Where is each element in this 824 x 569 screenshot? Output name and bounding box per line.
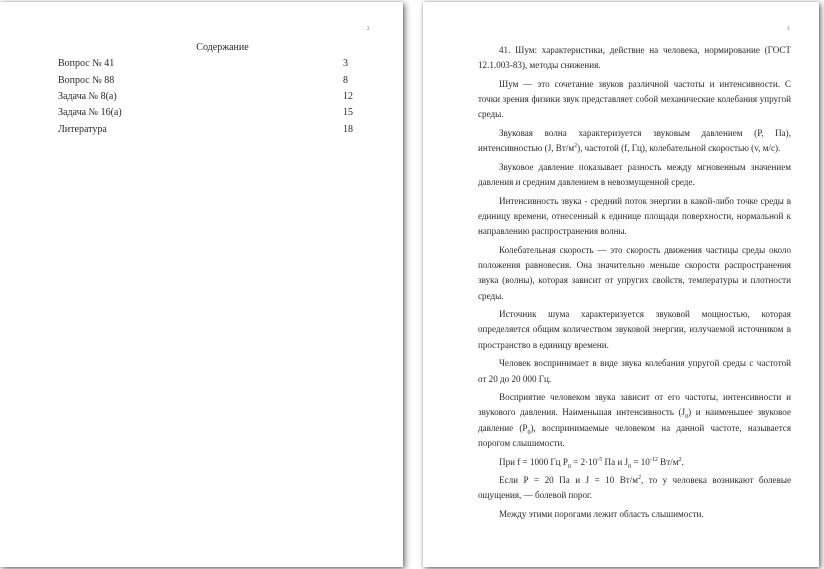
toc-entry-page: 18 <box>343 124 353 135</box>
toc-entry-label: Литература <box>58 124 107 135</box>
right-page <box>423 2 819 567</box>
toc-title: Содержание <box>196 42 249 53</box>
paragraph: Источник шума характеризуется звуковой мощностью, которая определяется общим количеством звуковой энергии, излучаемой источником в пространство в единицу времени. <box>478 309 791 350</box>
toc-entry-page: 8 <box>343 75 348 86</box>
toc-entry-label: Задача № 16(а) <box>58 107 122 118</box>
paragraph: Звуковая волна характеризуется звуковым давлением (Р, Па), интенсивностью (J, $Вт/м^2$), частотой (f, Гц), колебательной скоростью (v, м/с). <box>478 128 791 154</box>
formula-line: При f = 1000 Гц $P_0 = 2\cdot 10^{-5}$ Па и $J_0 = 10^{-12}$ $Вт/м^2$. <box>499 456 684 470</box>
page-number: 3 <box>787 27 790 32</box>
toc-entry-label: Вопрос № 41 <box>58 58 115 69</box>
paragraph: Звуковое давление показывает разность между мгновенным значением давления и средним давлением в невозмущенной среде. <box>478 161 791 188</box>
toc-entry-label: Задача № 8(а) <box>58 91 117 102</box>
toc-entry-label: Вопрос № 88 <box>58 75 115 86</box>
paragraph: Интенсивность звука - средний поток энергии в какой-либо точке среды в единицу времени, отнесенный к единице площади поверхности, нормальной к направлению распространения волны. <box>478 195 791 237</box>
toc-entry-page: 15 <box>343 107 353 118</box>
page-number: 2 <box>367 27 370 32</box>
paragraph: Человек воспринимает в виде звука колебания упругой среды с частотой от 20 до 20 000 Гц. <box>478 358 791 384</box>
paragraph: Восприятие человеком звука зависит от его частоты, интенсивности и звукового давления. Наименьшая интенсивность $(J_0)$ и наименьшее звуковое давление $(P_0)$, воспринимаемые человеком на данной частоте, называется порогом слышимости. <box>478 392 792 448</box>
left-page <box>0 2 403 567</box>
section-heading: 41. Шум: характеристики, действие на человека, нормирование (ГОСТ 12.1.003-83), методы снижения. <box>478 45 791 71</box>
paragraph: Между этими порогами лежит область слышимости. <box>499 509 704 520</box>
toc-entry-page: 3 <box>343 58 348 69</box>
paragraph: Если Р = 20 Па и J = 10 $Вт/м^2$, то у человека возникают болевые ощущения, — болевой порог. <box>478 475 792 501</box>
paragraph: Колебательная скорость — это скорость движения частицы среды около положения равновесия. Она значительно меньше скорости распространения звука (волны), которая зависит от упругих свойств, температуры и плотности среды. <box>478 244 791 301</box>
body-text <box>478 43 791 526</box>
paragraph: Шум — это сочетание звуков различной частоты и интенсивности. С точки зрения физики звук представляет собой механические колебания упругой среды. <box>478 78 791 120</box>
toc-entry-page: 12 <box>343 91 353 102</box>
